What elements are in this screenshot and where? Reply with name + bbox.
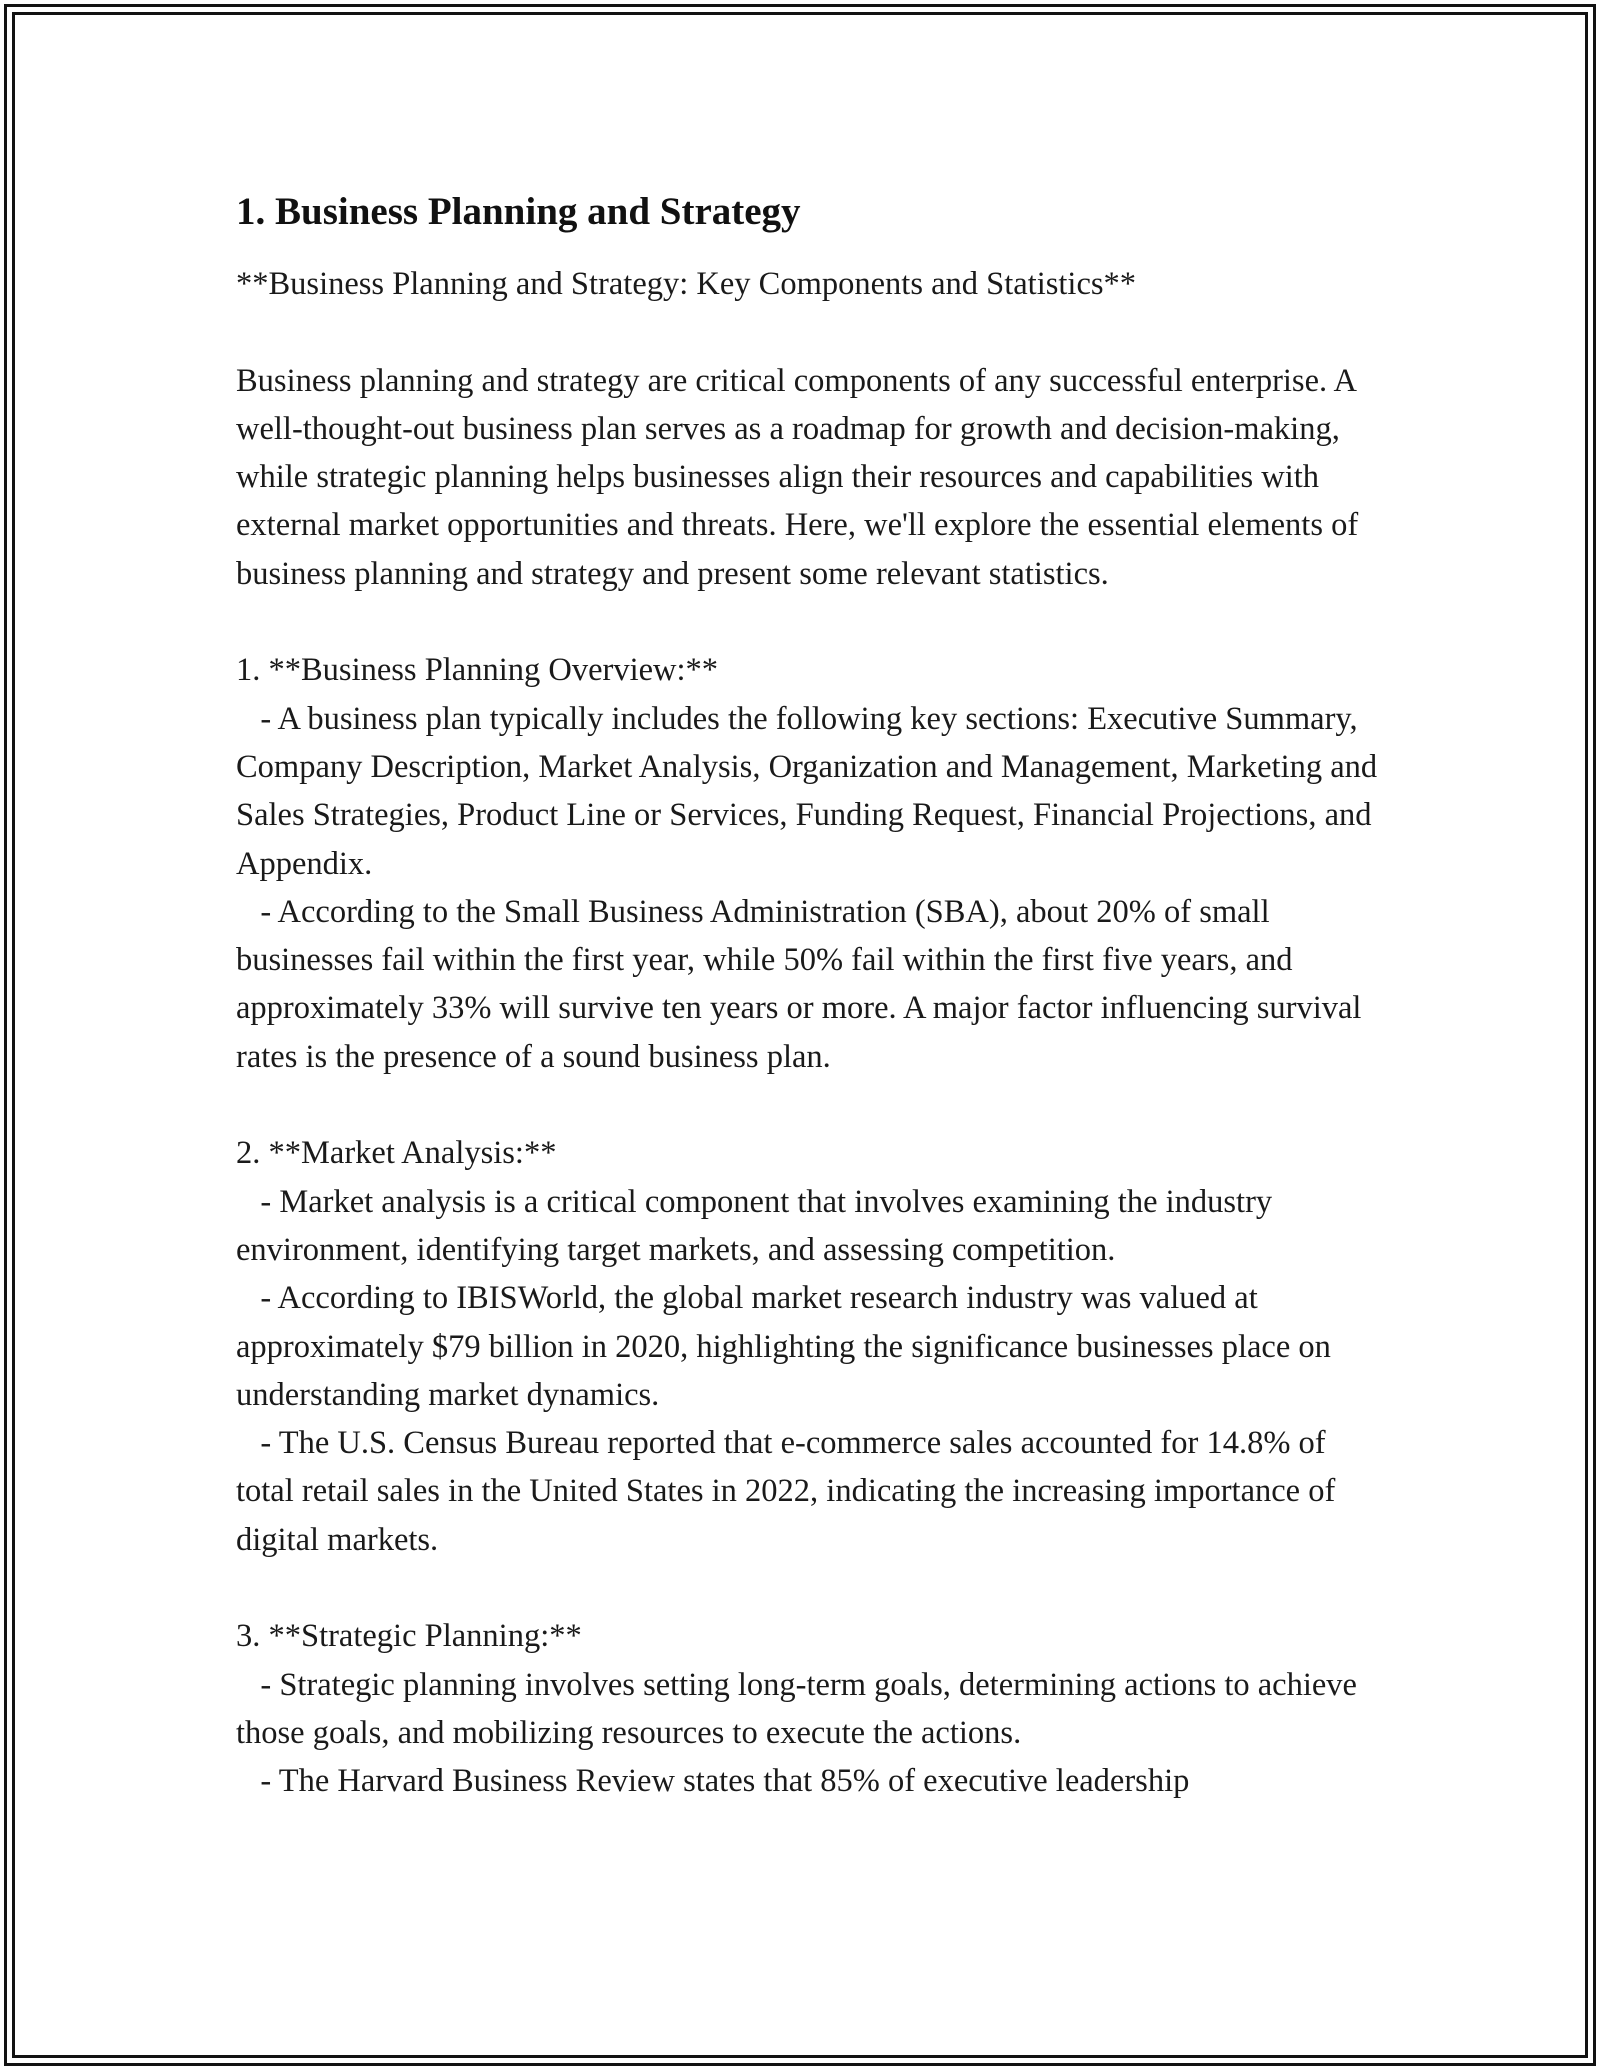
body-text: **Business Planning and Strategy: Key Components and Statistics** Business planning and strategy are critical components of any successful enterprise. A well-thought-out business plan serves as a roadmap for growth and decision-making, while strategic planning helps businesses align their resources and capabilities with external market opportunities and threats. Here, we'll explore the essential elements of business planning and strategy and present some relevant statistics. 1. **Business Planning Overview:** - A business plan typically includes the following key sections: Executive Summary, Company Description, Market Analysis, Organization and Management, Marketing and Sales Strategies, Product Line or Services, Funding Request, Financial Projections, and Appendix. - According to the Small Business Administration (SBA), about 20% of small businesses fail within the first year, while 50% fail within the first five years, and approximately 33% will survive ten years or more. A major factor influencing survival rates is the presence of a sound business plan. 2. **Market Analysis:** - Market analysis is a critical component that involves examining the industry environment, identifying target markets, and assessing competition. - According to IBISWorld, the global market research industry was valued at approximately $79 billion in 2020, highlighting the significance businesses place on understanding market dynamics. - The U.S. Census Bureau reported that e-commerce sales accounted for 14.8% of total retail sales in the United States in 2022, indicating the increasing importance of digital markets. 3. **Strategic Planning:** - Strategic planning involves setting long-term goals, determining actions to achieve those goals, and mobilizing resources to execute the actions. - The Harvard Business Review states that 85% of executive leadership — [236, 266, 1378, 1800]
document-content — [236, 186, 1386, 1806]
section-heading: 1. Business Planning and Strategy — [236, 190, 801, 233]
